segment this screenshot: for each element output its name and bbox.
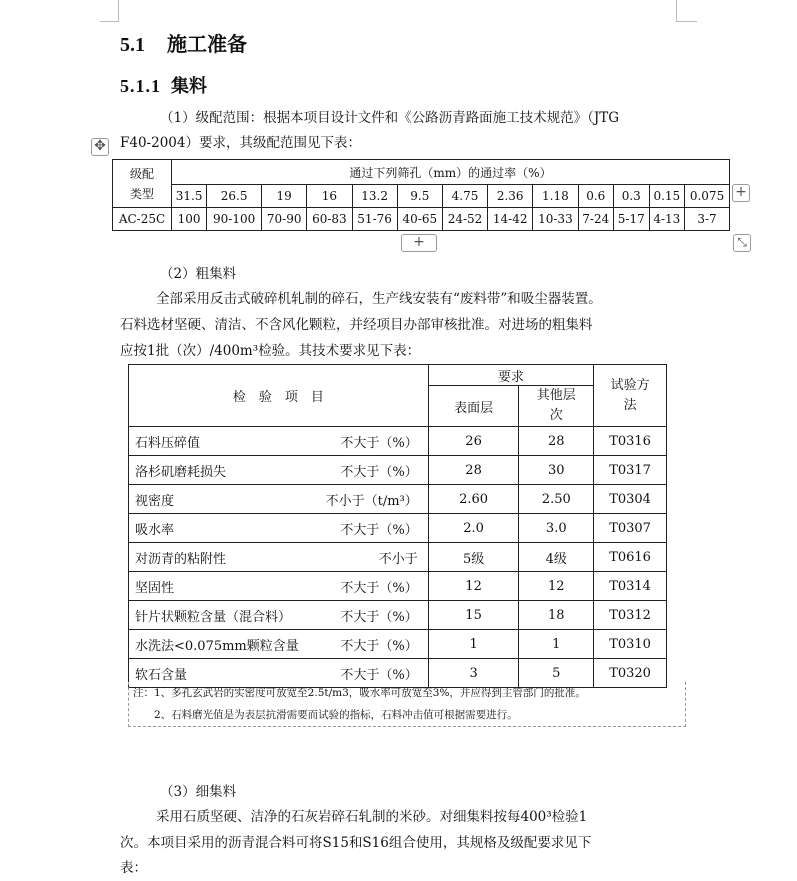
- coarse-aggregate-title: （2）粗集料: [160, 266, 237, 282]
- grad-value: 51-76: [352, 208, 397, 231]
- coarse-method-value: T0314: [594, 572, 667, 601]
- coarse-item-header: 检 验 项 目: [129, 365, 429, 427]
- coarse-method-header: 试验方 法: [594, 365, 667, 427]
- grad-pass-header: 通过下列筛孔（mm）的通过率（%）: [172, 160, 730, 185]
- coarse-surface-value: 12: [428, 572, 519, 601]
- coarse-item-condition: 不大于（%）: [340, 435, 418, 451]
- coarse-surface-value: 15: [428, 601, 519, 630]
- coarse-table-row: [129, 543, 667, 572]
- grad-sieve-size: 4.75: [442, 185, 487, 208]
- grad-sieve-size: 13.2: [352, 185, 397, 208]
- coarse-other-value: 3.0: [519, 514, 594, 543]
- grad-value: 70-90: [262, 208, 307, 231]
- coarse-item-cell: [129, 456, 429, 485]
- grad-value: 10-33: [533, 208, 578, 231]
- coarse-method-value: T0304: [594, 485, 667, 514]
- coarse-surface-value: 1: [428, 630, 519, 659]
- coarse-other-value: 28: [519, 427, 594, 456]
- coarse-surface-value: 5级: [428, 543, 519, 572]
- coarse-surface-value: 2.0: [428, 514, 519, 543]
- page-corner-mark: [677, 21, 697, 22]
- coarse-item-cell: [129, 543, 429, 572]
- coarse-item-condition: 不小于（t/m³）: [325, 493, 418, 509]
- coarse-req-header: 要求: [428, 365, 593, 386]
- grad-value: 7-24: [578, 208, 614, 231]
- coarse-item-name: 坚固性: [135, 580, 175, 596]
- grad-sieve-size: 0.6: [578, 185, 614, 208]
- resize-table-icon[interactable]: ⤡: [733, 234, 751, 252]
- coarse-other-value: 12: [519, 572, 594, 601]
- coarse-table-row: [129, 485, 667, 514]
- grad-sieve-size: 26.5: [207, 185, 262, 208]
- page-corner-mark: [676, 0, 677, 22]
- coarse-paragraph-line: 全部采用反击式破碎机轧制的碎石，生产线安装有“废料带”和吸尘器装置。: [156, 291, 602, 307]
- coarse-table-row: [129, 514, 667, 543]
- table-note: 注：1、多孔玄武岩的实密度可放宽至2.5t/m3，吸水率可放宽至3%，并应得到主管部门的批准。 2、石料磨光值是为表层抗滑需要而试验的指标，石料冲击值可根据需要进行。: [128, 682, 686, 727]
- coarse-paragraph-line: 石料选材坚硬、清洁、不含风化颗粒，并经项目办部审核批准。对进场的粗集料: [120, 317, 593, 333]
- coarse-method-value: T0310: [594, 630, 667, 659]
- grad-type-header: 级配 类型: [113, 160, 172, 208]
- coarse-item-cell: [129, 630, 429, 659]
- add-column-icon[interactable]: +: [732, 184, 750, 202]
- coarse-item-name: 石料压碎值: [135, 435, 201, 451]
- coarse-paragraph-line: 应按1批（次）/400m³检验。其技术要求见下表：: [120, 343, 421, 359]
- table-move-handle-icon[interactable]: ✥: [91, 138, 109, 156]
- gradation-table: [112, 159, 730, 231]
- coarse-other-value: 2.50: [519, 485, 594, 514]
- coarse-item-condition: 不大于（%）: [340, 667, 418, 683]
- coarse-aggregate-table: [128, 364, 667, 688]
- grad-value: 3-7: [685, 208, 730, 231]
- coarse-item-name: 对沥青的粘附性: [135, 551, 227, 567]
- fine-paragraph-line: 表：: [120, 860, 147, 876]
- paragraph-gradation-cont: F40-2004）要求，其级配范围见下表：: [120, 135, 361, 151]
- grad-row-label: AC-25C: [113, 208, 172, 231]
- coarse-other-header: 其他层 次: [519, 386, 594, 427]
- coarse-item-condition: 不大于（%）: [340, 638, 418, 654]
- grad-sieve-size: 0.075: [685, 185, 730, 208]
- coarse-item-cell: [129, 485, 429, 514]
- coarse-other-value: 1: [519, 630, 594, 659]
- grad-sieve-size: 9.5: [397, 185, 442, 208]
- grad-value: 60-83: [307, 208, 352, 231]
- coarse-surface-value: 26: [428, 427, 519, 456]
- coarse-table-row: [129, 601, 667, 630]
- coarse-table-row: [129, 456, 667, 485]
- coarse-method-value: T0312: [594, 601, 667, 630]
- grad-sieve-size: 1.18: [533, 185, 578, 208]
- coarse-item-condition: 不小于: [378, 551, 418, 567]
- coarse-item-condition: 不大于（%）: [340, 522, 418, 538]
- coarse-item-name: 洛杉矶磨耗损失: [135, 464, 227, 480]
- page-corner-mark: [100, 21, 118, 22]
- grad-sieve-size: 0.3: [614, 185, 650, 208]
- paragraph-gradation: （1）级配范围：根据本项目设计文件和《公路沥青路面施工技术规范》（JTG: [160, 110, 620, 126]
- coarse-item-cell: [129, 572, 429, 601]
- fine-paragraph-line: 采用石质坚硬、洁净的石灰岩碎石轧制的米砂。对细集料按每400³检验1: [156, 809, 588, 825]
- coarse-item-name: 吸水率: [135, 522, 175, 538]
- coarse-surface-value: 2.60: [428, 485, 519, 514]
- coarse-item-name: 软石含量: [135, 667, 188, 683]
- coarse-item-name: 针片状颗粒含量（混合料）: [135, 609, 292, 625]
- coarse-method-value: T0317: [594, 456, 667, 485]
- coarse-surface-value: 28: [428, 456, 519, 485]
- fine-paragraph-line: 次。本项目采用的沥青混合料可将S15和S16组合使用，其规格及级配要求见下: [120, 835, 592, 851]
- coarse-table-row: [129, 427, 667, 456]
- fine-aggregate-title: （3）细集料: [160, 784, 237, 800]
- coarse-surface-header: 表面层: [428, 386, 519, 427]
- coarse-other-value: 18: [519, 601, 594, 630]
- subsection-heading: 5.1.1 集料: [120, 76, 207, 96]
- grad-value: 100: [172, 208, 207, 231]
- coarse-surface-value: 3: [428, 659, 519, 688]
- coarse-item-condition: 不大于（%）: [340, 464, 418, 480]
- grad-value: 14-42: [488, 208, 533, 231]
- grad-value: 90-100: [207, 208, 262, 231]
- grad-sieve-size: 16: [307, 185, 352, 208]
- coarse-table-row: [129, 572, 667, 601]
- coarse-item-cell: [129, 427, 429, 456]
- grad-value: 40-65: [397, 208, 442, 231]
- coarse-other-value: 5: [519, 659, 594, 688]
- coarse-item-cell: [129, 514, 429, 543]
- coarse-item-condition: 不大于（%）: [340, 580, 418, 596]
- grad-sieve-size: 0.15: [649, 185, 685, 208]
- page-corner-mark: [118, 0, 119, 22]
- grad-sieve-size: 2.36: [488, 185, 533, 208]
- grad-sieve-size: 31.5: [172, 185, 207, 208]
- coarse-item-condition: 不大于（%）: [340, 609, 418, 625]
- coarse-table-row: [129, 630, 667, 659]
- coarse-method-value: T0307: [594, 514, 667, 543]
- coarse-item-cell: [129, 601, 429, 630]
- coarse-other-value: 4级: [519, 543, 594, 572]
- grad-sieve-size: 19: [262, 185, 307, 208]
- coarse-item-name: 水洗法<0.075mm颗粒含量: [135, 638, 299, 654]
- add-row-icon[interactable]: +: [401, 234, 437, 252]
- coarse-other-value: 30: [519, 456, 594, 485]
- section-heading: 5.1 施工准备: [120, 34, 247, 56]
- coarse-method-value: T0320: [594, 659, 667, 688]
- grad-value: 24-52: [442, 208, 487, 231]
- coarse-method-value: T0616: [594, 543, 667, 572]
- grad-value: 5-17: [614, 208, 650, 231]
- coarse-method-value: T0316: [594, 427, 667, 456]
- grad-value: 4-13: [649, 208, 685, 231]
- coarse-item-name: 视密度: [135, 493, 175, 509]
